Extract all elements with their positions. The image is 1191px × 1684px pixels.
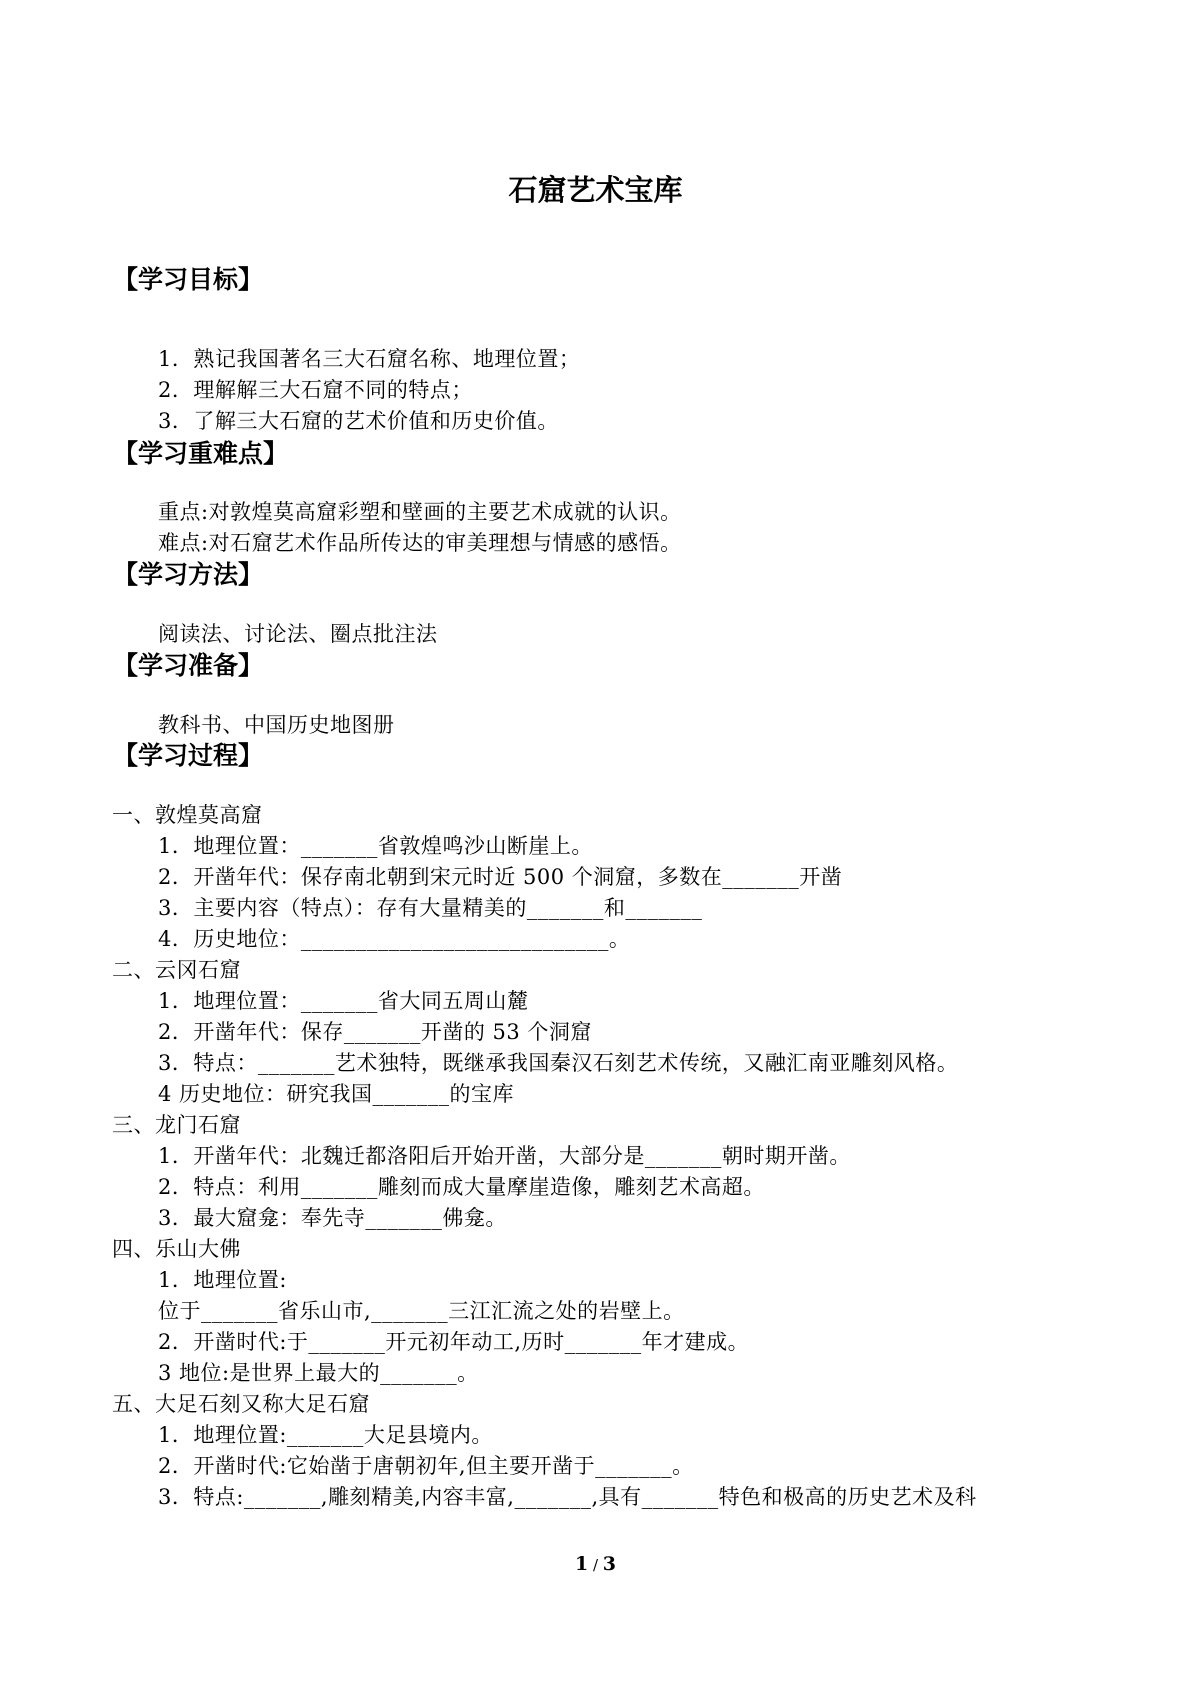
section-title: 二、云冈石窟	[112, 958, 241, 982]
goal-item: 3．了解三大石窟的艺术价值和历史价值。	[158, 409, 559, 433]
heading-learning-goals: 【学习目标】	[113, 265, 264, 294]
heading-key-points: 【学习重难点】	[113, 439, 289, 468]
section-item: 3．特点:_______,雕刻精美,内容丰富,_______,具有_______特色和极高的历史艺术及科	[158, 1485, 977, 1509]
section-title: 一、敦煌莫高窟	[112, 803, 263, 827]
key-point-item: 重点:对敦煌莫高窟彩塑和壁画的主要艺术成就的认识。	[158, 500, 682, 524]
heading-learning-method: 【学习方法】	[113, 560, 264, 589]
current-page: 1	[574, 1553, 589, 1575]
section-item: 2．开凿年代：保存_______开凿的 53 个洞窟	[158, 1020, 592, 1044]
section-item: 1．开凿年代：北魏迁都洛阳后开始开凿，大部分是_______朝时期开凿。	[158, 1144, 851, 1168]
section-item: 3．特点：_______艺术独特，既继承我国秦汉石刻艺术传统，又融汇南亚雕刻风格。	[158, 1051, 959, 1075]
section-item: 位于_______省乐山市,_______三江汇流之处的岩壁上。	[158, 1299, 685, 1323]
section-item: 1．地理位置：_______省大同五周山麓	[158, 989, 529, 1013]
section-title: 四、乐山大佛	[112, 1237, 241, 1261]
section-item: 3．最大窟龛：奉先寺_______佛龛。	[158, 1206, 507, 1230]
section-item: 1．地理位置:_______大足县境内。	[158, 1423, 493, 1447]
section-item: 3 地位:是世界上最大的_______。	[158, 1361, 479, 1385]
section-item: 2．特点：利用_______雕刻而成大量摩崖造像，雕刻艺术高超。	[158, 1175, 765, 1199]
section-item: 1．地理位置:	[158, 1268, 287, 1292]
page-separator: /	[588, 1556, 603, 1574]
section-item: 2．开凿时代:它始凿于唐朝初年,但主要开凿于_______。	[158, 1454, 694, 1478]
heading-learning-process: 【学习过程】	[113, 741, 264, 770]
section-title: 五、大足石刻又称大足石窟	[112, 1392, 370, 1416]
goal-item: 2．理解解三大石窟不同的特点；	[158, 378, 473, 402]
section-item: 4．历史地位：____________________________。	[158, 927, 631, 951]
section-item: 3．主要内容（特点）：存有大量精美的_______和_______	[158, 896, 703, 920]
key-point-item: 难点:对石窟艺术作品所传达的审美理想与情感的感悟。	[158, 531, 682, 555]
method-text: 阅读法、讨论法、圈点批注法	[158, 622, 438, 646]
preparation-text: 教科书、中国历史地图册	[158, 713, 395, 737]
heading-preparation: 【学习准备】	[113, 651, 264, 680]
total-pages: 3	[602, 1553, 617, 1575]
section-item: 1．地理位置：_______省敦煌鸣沙山断崖上。	[158, 834, 593, 858]
section-item: 2．开凿年代：保存南北朝到宋元时近 500 个洞窟，多数在_______开凿	[158, 865, 843, 889]
section-item: 2．开凿时代:于_______开元初年动工,历时_______年才建成。	[158, 1330, 750, 1354]
document-title: 石窟艺术宝库	[508, 173, 683, 207]
section-title: 三、龙门石窟	[112, 1113, 241, 1137]
page-number	[0, 1553, 1191, 1575]
section-item: 4 历史地位：研究我国_______的宝库	[158, 1082, 515, 1106]
goal-item: 1．熟记我国著名三大石窟名称、地理位置；	[158, 347, 581, 371]
